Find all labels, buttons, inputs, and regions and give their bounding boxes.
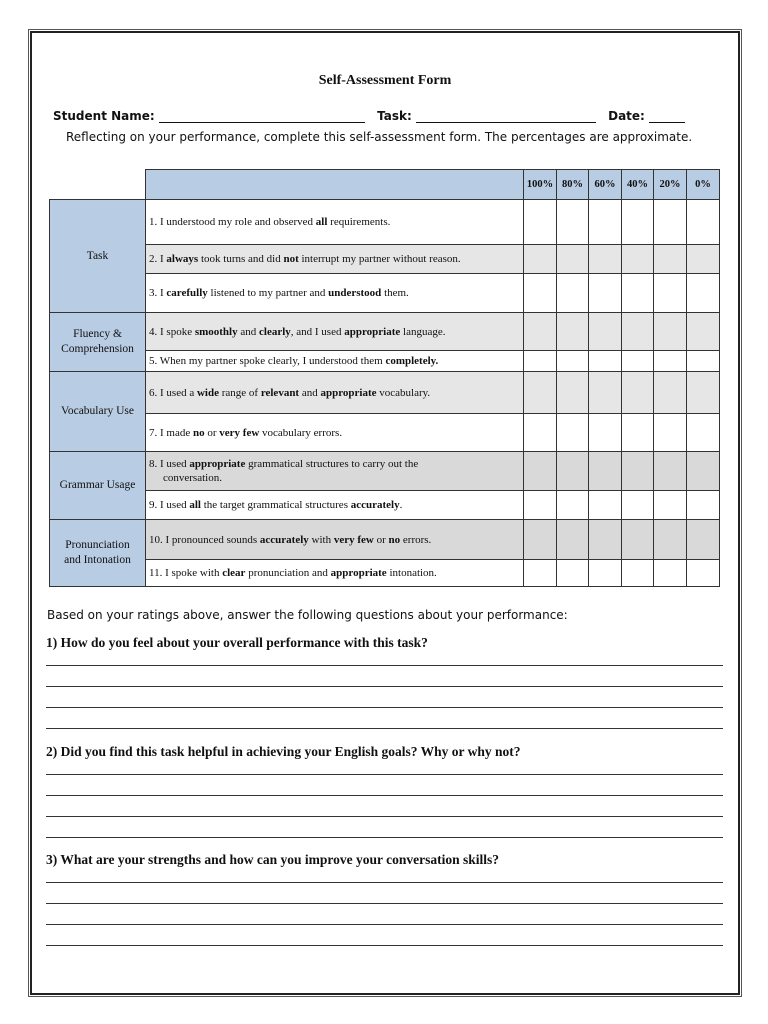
answer-line[interactable]: [46, 728, 723, 729]
table-header-row: [50, 170, 720, 200]
rating-cell[interactable]: [622, 245, 654, 274]
rating-cell[interactable]: [687, 491, 720, 520]
category-grammar: Grammar Usage: [50, 452, 146, 520]
student-name-label: Student Name:: [53, 109, 155, 123]
rating-cell[interactable]: [557, 245, 589, 274]
rating-cell[interactable]: [654, 452, 687, 491]
statement-9: 9. I used all the target grammatical structures accurately.: [146, 491, 524, 520]
rating-cell[interactable]: [524, 274, 557, 313]
rating-cell[interactable]: [524, 520, 557, 560]
rating-cell[interactable]: [654, 274, 687, 313]
rating-cell[interactable]: [622, 274, 654, 313]
task-field[interactable]: [416, 110, 596, 123]
table-row: [50, 491, 720, 520]
rating-cell[interactable]: [589, 452, 622, 491]
statement-7: 7. I made no or very few vocabulary errors.: [146, 414, 524, 452]
rating-cell[interactable]: [589, 520, 622, 560]
rating-cell[interactable]: [524, 491, 557, 520]
answer-line[interactable]: [46, 924, 723, 925]
rating-cell[interactable]: [687, 313, 720, 351]
rating-cell[interactable]: [622, 351, 654, 372]
rating-cell[interactable]: [589, 372, 622, 414]
header-corner: [50, 170, 146, 200]
rating-cell[interactable]: [589, 200, 622, 245]
rating-cell[interactable]: [654, 491, 687, 520]
rating-cell[interactable]: [557, 452, 589, 491]
rating-cell[interactable]: [589, 313, 622, 351]
rating-cell[interactable]: [524, 245, 557, 274]
statement-8: 8. I used appropriate grammatical structures to carry out the conversation.: [146, 452, 524, 491]
rating-cell[interactable]: [557, 351, 589, 372]
date-field[interactable]: [649, 110, 685, 123]
answer-line[interactable]: [46, 903, 723, 904]
date-label: Date:: [608, 109, 645, 123]
self-assessment-table: [49, 169, 720, 587]
student-name-field[interactable]: [159, 110, 365, 123]
rating-cell[interactable]: [589, 491, 622, 520]
answer-line[interactable]: [46, 795, 723, 796]
table-row: [50, 274, 720, 313]
statement-4: 4. I spoke smoothly and clearly, and I used appropriate language.: [146, 313, 524, 351]
rating-cell[interactable]: [687, 560, 720, 587]
rating-cell[interactable]: [557, 520, 589, 560]
answer-line[interactable]: [46, 686, 723, 687]
rating-cell[interactable]: [687, 351, 720, 372]
answer-line[interactable]: [46, 774, 723, 775]
rating-cell[interactable]: [622, 414, 654, 452]
rating-cell[interactable]: [687, 414, 720, 452]
rating-cell[interactable]: [557, 313, 589, 351]
rating-cell[interactable]: [654, 245, 687, 274]
rating-cell[interactable]: [654, 351, 687, 372]
table-row: [50, 313, 720, 351]
instructions: Reflecting on your performance, complete this self-assessment form. The percentages are approximate.: [66, 130, 693, 144]
form-title: Self-Assessment Form: [318, 73, 452, 88]
rating-cell[interactable]: [622, 452, 654, 491]
rating-cell[interactable]: [589, 274, 622, 313]
rating-cell[interactable]: [524, 372, 557, 414]
statement-1: 1. I understood my role and observed all requirements.: [146, 200, 524, 245]
rating-cell[interactable]: [687, 200, 720, 245]
reflection-prompt: Based on your ratings above, answer the following questions about your performance:: [47, 608, 568, 622]
rating-cell[interactable]: [654, 313, 687, 351]
rating-cell[interactable]: [589, 245, 622, 274]
rating-cell[interactable]: [622, 560, 654, 587]
category-vocabulary: Vocabulary Use: [50, 372, 146, 452]
table-row: [50, 245, 720, 274]
rating-cell[interactable]: [687, 274, 720, 313]
table-row: [50, 200, 720, 245]
rating-cell[interactable]: [687, 520, 720, 560]
rating-cell[interactable]: [622, 372, 654, 414]
statement-6: 6. I used a wide range of relevant and appropriate vocabulary.: [146, 372, 524, 414]
rating-cell[interactable]: [557, 491, 589, 520]
rating-cell[interactable]: [524, 313, 557, 351]
statement-10: 10. I pronounced sounds accurately with very few or no errors.: [146, 520, 524, 560]
rating-cell[interactable]: [589, 560, 622, 587]
rating-cell[interactable]: [622, 313, 654, 351]
task-label: Task:: [377, 109, 412, 123]
rating-cell[interactable]: [654, 560, 687, 587]
statement-11: 11. I spoke with clear pronunciation and appropriate intonation.: [146, 560, 524, 587]
rating-cell[interactable]: [524, 351, 557, 372]
question-2: 2) Did you find this task helpful in achieving your English goals? Why or why not?: [46, 744, 521, 759]
rating-cell[interactable]: [589, 414, 622, 452]
rating-cell[interactable]: [654, 372, 687, 414]
header-0: 0%: [687, 170, 720, 200]
answer-line[interactable]: [46, 816, 723, 817]
category-fluency: Fluency & Comprehension: [50, 313, 146, 372]
answer-line[interactable]: [46, 945, 723, 946]
rating-cell[interactable]: [524, 200, 557, 245]
table-row: [50, 414, 720, 452]
rating-cell[interactable]: [622, 200, 654, 245]
rating-cell[interactable]: [524, 560, 557, 587]
rating-cell[interactable]: [557, 560, 589, 587]
answer-line[interactable]: [46, 707, 723, 708]
answer-line[interactable]: [46, 882, 723, 883]
rating-cell[interactable]: [524, 452, 557, 491]
table-row: [50, 372, 720, 414]
answer-line[interactable]: [46, 665, 723, 666]
student-info-row: [53, 109, 723, 123]
rating-cell[interactable]: [654, 414, 687, 452]
rating-cell[interactable]: [687, 372, 720, 414]
statement-2: 2. I always took turns and did not interrupt my partner without reason.: [146, 245, 524, 274]
rating-cell[interactable]: [557, 274, 589, 313]
form-page: [30, 31, 740, 995]
header-60: 60%: [589, 170, 622, 200]
table-row: [50, 452, 720, 491]
statement-3: 3. I carefully listened to my partner and understood them.: [146, 274, 524, 313]
rating-cell[interactable]: [654, 200, 687, 245]
rating-cell[interactable]: [557, 372, 589, 414]
header-statement-cell: [146, 170, 524, 200]
header-80: 80%: [557, 170, 589, 200]
header-20: 20%: [654, 170, 687, 200]
header-100: 100%: [524, 170, 557, 200]
rating-cell[interactable]: [622, 520, 654, 560]
rating-cell[interactable]: [622, 491, 654, 520]
rating-cell[interactable]: [524, 414, 557, 452]
rating-cell[interactable]: [687, 245, 720, 274]
category-pronunciation: Pronunciation and Intonation: [50, 520, 146, 587]
question-1: 1) How do you feel about your overall performance with this task?: [46, 635, 428, 650]
table-row: [50, 560, 720, 587]
rating-cell[interactable]: [654, 520, 687, 560]
rating-cell[interactable]: [557, 414, 589, 452]
rating-cell[interactable]: [687, 452, 720, 491]
question-3: 3) What are your strengths and how can you improve your conversation skills?: [46, 852, 500, 867]
statement-5: 5. When my partner spoke clearly, I understood them completely.: [146, 351, 524, 372]
rating-cell[interactable]: [589, 351, 622, 372]
category-task: Task: [50, 200, 146, 313]
header-40: 40%: [622, 170, 654, 200]
rating-cell[interactable]: [557, 200, 589, 245]
table-row: [50, 520, 720, 560]
answer-line[interactable]: [46, 837, 723, 838]
table-row: [50, 351, 720, 372]
